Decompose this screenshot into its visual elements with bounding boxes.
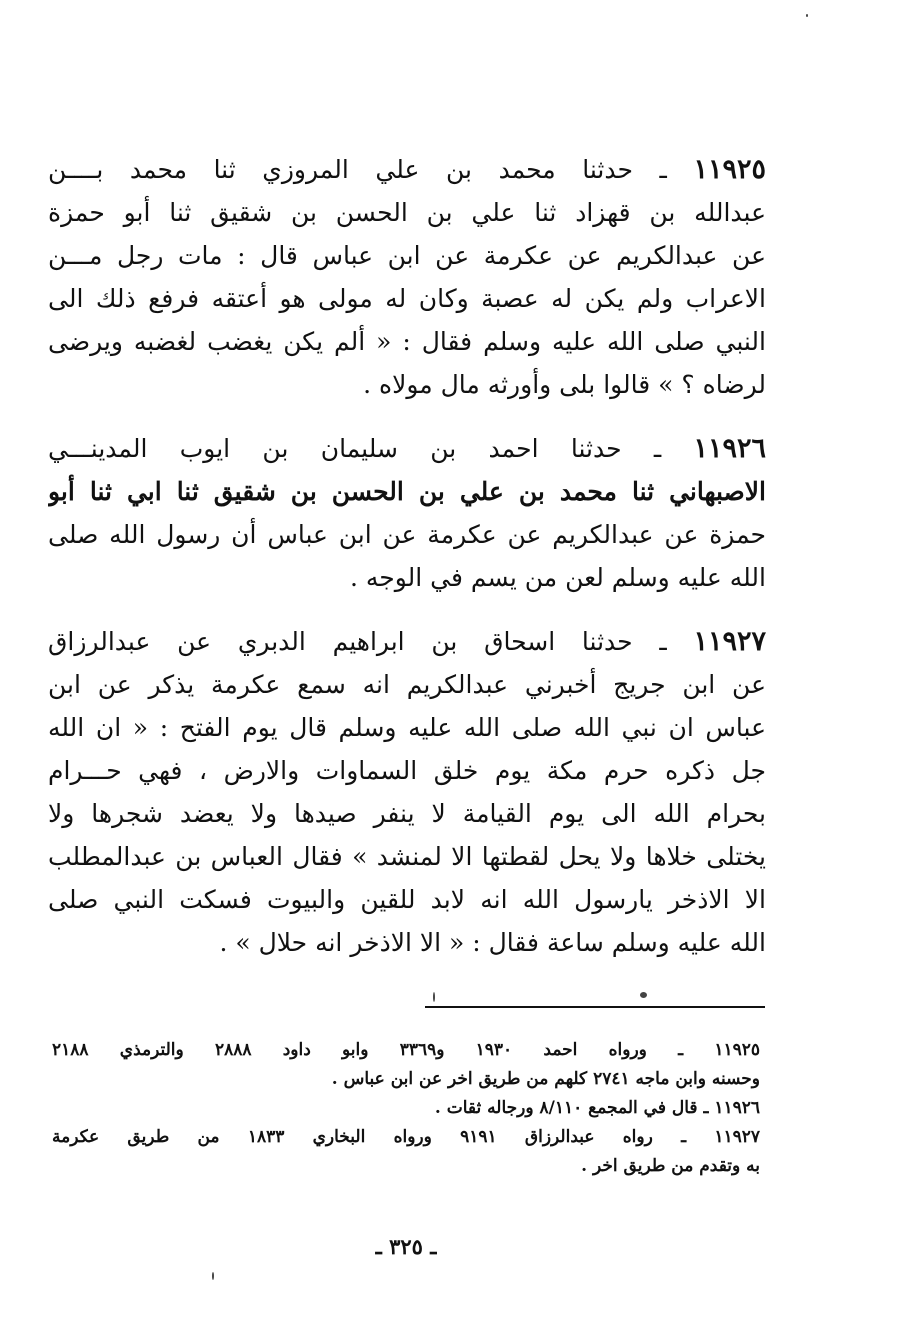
footnote-divider bbox=[425, 1006, 765, 1008]
text-line: بحرام الله الى يوم القيامة لا ينفر صيدها ولا يعضد شجرها ولا bbox=[48, 799, 766, 828]
text-line: عن عبدالكريم عن عكرمة عن ابن عباس قال : مات رجل مـــن bbox=[48, 241, 766, 270]
text-line: ١١٩٢٦ ـ حدثنا احمد بن سليمان بن ايوب المدينـــي bbox=[48, 433, 766, 464]
footnote-line: وحسنه وابن ماجه ٢٧٤١ كلهم من طريق اخر عن ابن عباس . bbox=[331, 1069, 760, 1089]
text-line: النبي صلى الله عليه وسلم فقال : « ألم يكن يغضب لغضبه ويرضى bbox=[48, 327, 766, 356]
scan-speck bbox=[806, 14, 808, 17]
scan-speck bbox=[640, 992, 647, 998]
hadith-number: ١١٩٢٧ bbox=[693, 626, 766, 657]
paragraph-gap bbox=[48, 599, 766, 620]
paragraph-gap bbox=[48, 406, 766, 427]
footnote-line: ١١٩٢٥ ـ ورواه احمد ١٩٣٠ و٣٣٦٩ وابو داود ٢٨٨٨ والترمذي ٢١٨٨ bbox=[52, 1040, 760, 1060]
page-number: ـ ٣٢٥ ـ bbox=[375, 1234, 437, 1259]
scan-speck bbox=[433, 992, 435, 1002]
text-line: عباس ان نبي الله صلى الله عليه وسلم قال يوم الفتح : « ان الله bbox=[48, 713, 766, 742]
hadith-11927 bbox=[48, 620, 766, 964]
text-line: الا الاذخر يارسول الله انه لابد للقين والبيوت فسكت النبي صلى bbox=[48, 885, 766, 914]
footnote-line: به وتقدم من طريق اخر . bbox=[581, 1156, 760, 1176]
text-line: عبدالله بن قهزاد ثنا علي بن الحسن بن شقيق ثنا أبو حمزة bbox=[48, 198, 766, 227]
hadith-number: ١١٩٢٦ bbox=[693, 433, 766, 464]
text-line: الاعراب ولم يكن له عصبة وكان له مولى هو أعتقه فرفع ذلك الى bbox=[48, 284, 766, 313]
footnotes bbox=[52, 1036, 760, 1181]
hadith-11926 bbox=[48, 427, 766, 599]
text-line: الله عليه وسلم ساعة فقال : « الا الاذخر انه حلال » . bbox=[219, 928, 766, 957]
main-text bbox=[48, 148, 766, 964]
scan-speck bbox=[212, 1272, 214, 1280]
text-line: عن ابن جريج أخبرني عبدالكريم انه سمع عكرمة يذكر عن ابن bbox=[48, 670, 766, 699]
text-line: جل ذكره حرم مكة يوم خلق السماوات والارض ، فهي حـــرام bbox=[48, 756, 766, 785]
text-line: يختلى خلاها ولا يحل لقطتها الا لمنشد » فقال العباس بن عبدالمطلب bbox=[48, 842, 766, 871]
text-line: لرضاه ؟ » قالوا بلى وأورثه مال مولاه . bbox=[363, 370, 766, 399]
footnote-line: ١١٩٢٦ ـ قال في المجمع ٨/١١٠ ورجاله ثقات . bbox=[434, 1098, 760, 1118]
text-line: ١١٩٢٧ ـ حدثنا اسحاق بن ابراهيم الدبري عن عبدالرزاق bbox=[48, 626, 766, 657]
text-line: الله عليه وسلم لعن من يسم في الوجه . bbox=[350, 563, 766, 592]
text-line: حمزة عن عبدالكريم عن عكرمة عن ابن عباس أن رسول الله صلى bbox=[48, 520, 766, 549]
hadith-number: ١١٩٢٥ bbox=[693, 154, 766, 185]
hadith-11925 bbox=[48, 148, 766, 406]
text-line: الاصبهاني ثنا محمد بن علي بن الحسن بن شقيق ثنا ابي ثنا أبو bbox=[48, 477, 766, 506]
text-line: ١١٩٢٥ ـ حدثنا محمد بن علي المروزي ثنا محمد بــــن bbox=[48, 154, 766, 185]
footnote-line: ١١٩٢٧ ـ رواه عبدالرزاق ٩١٩١ ورواه البخاري ١٨٣٣ من طريق عكرمة bbox=[52, 1127, 760, 1147]
